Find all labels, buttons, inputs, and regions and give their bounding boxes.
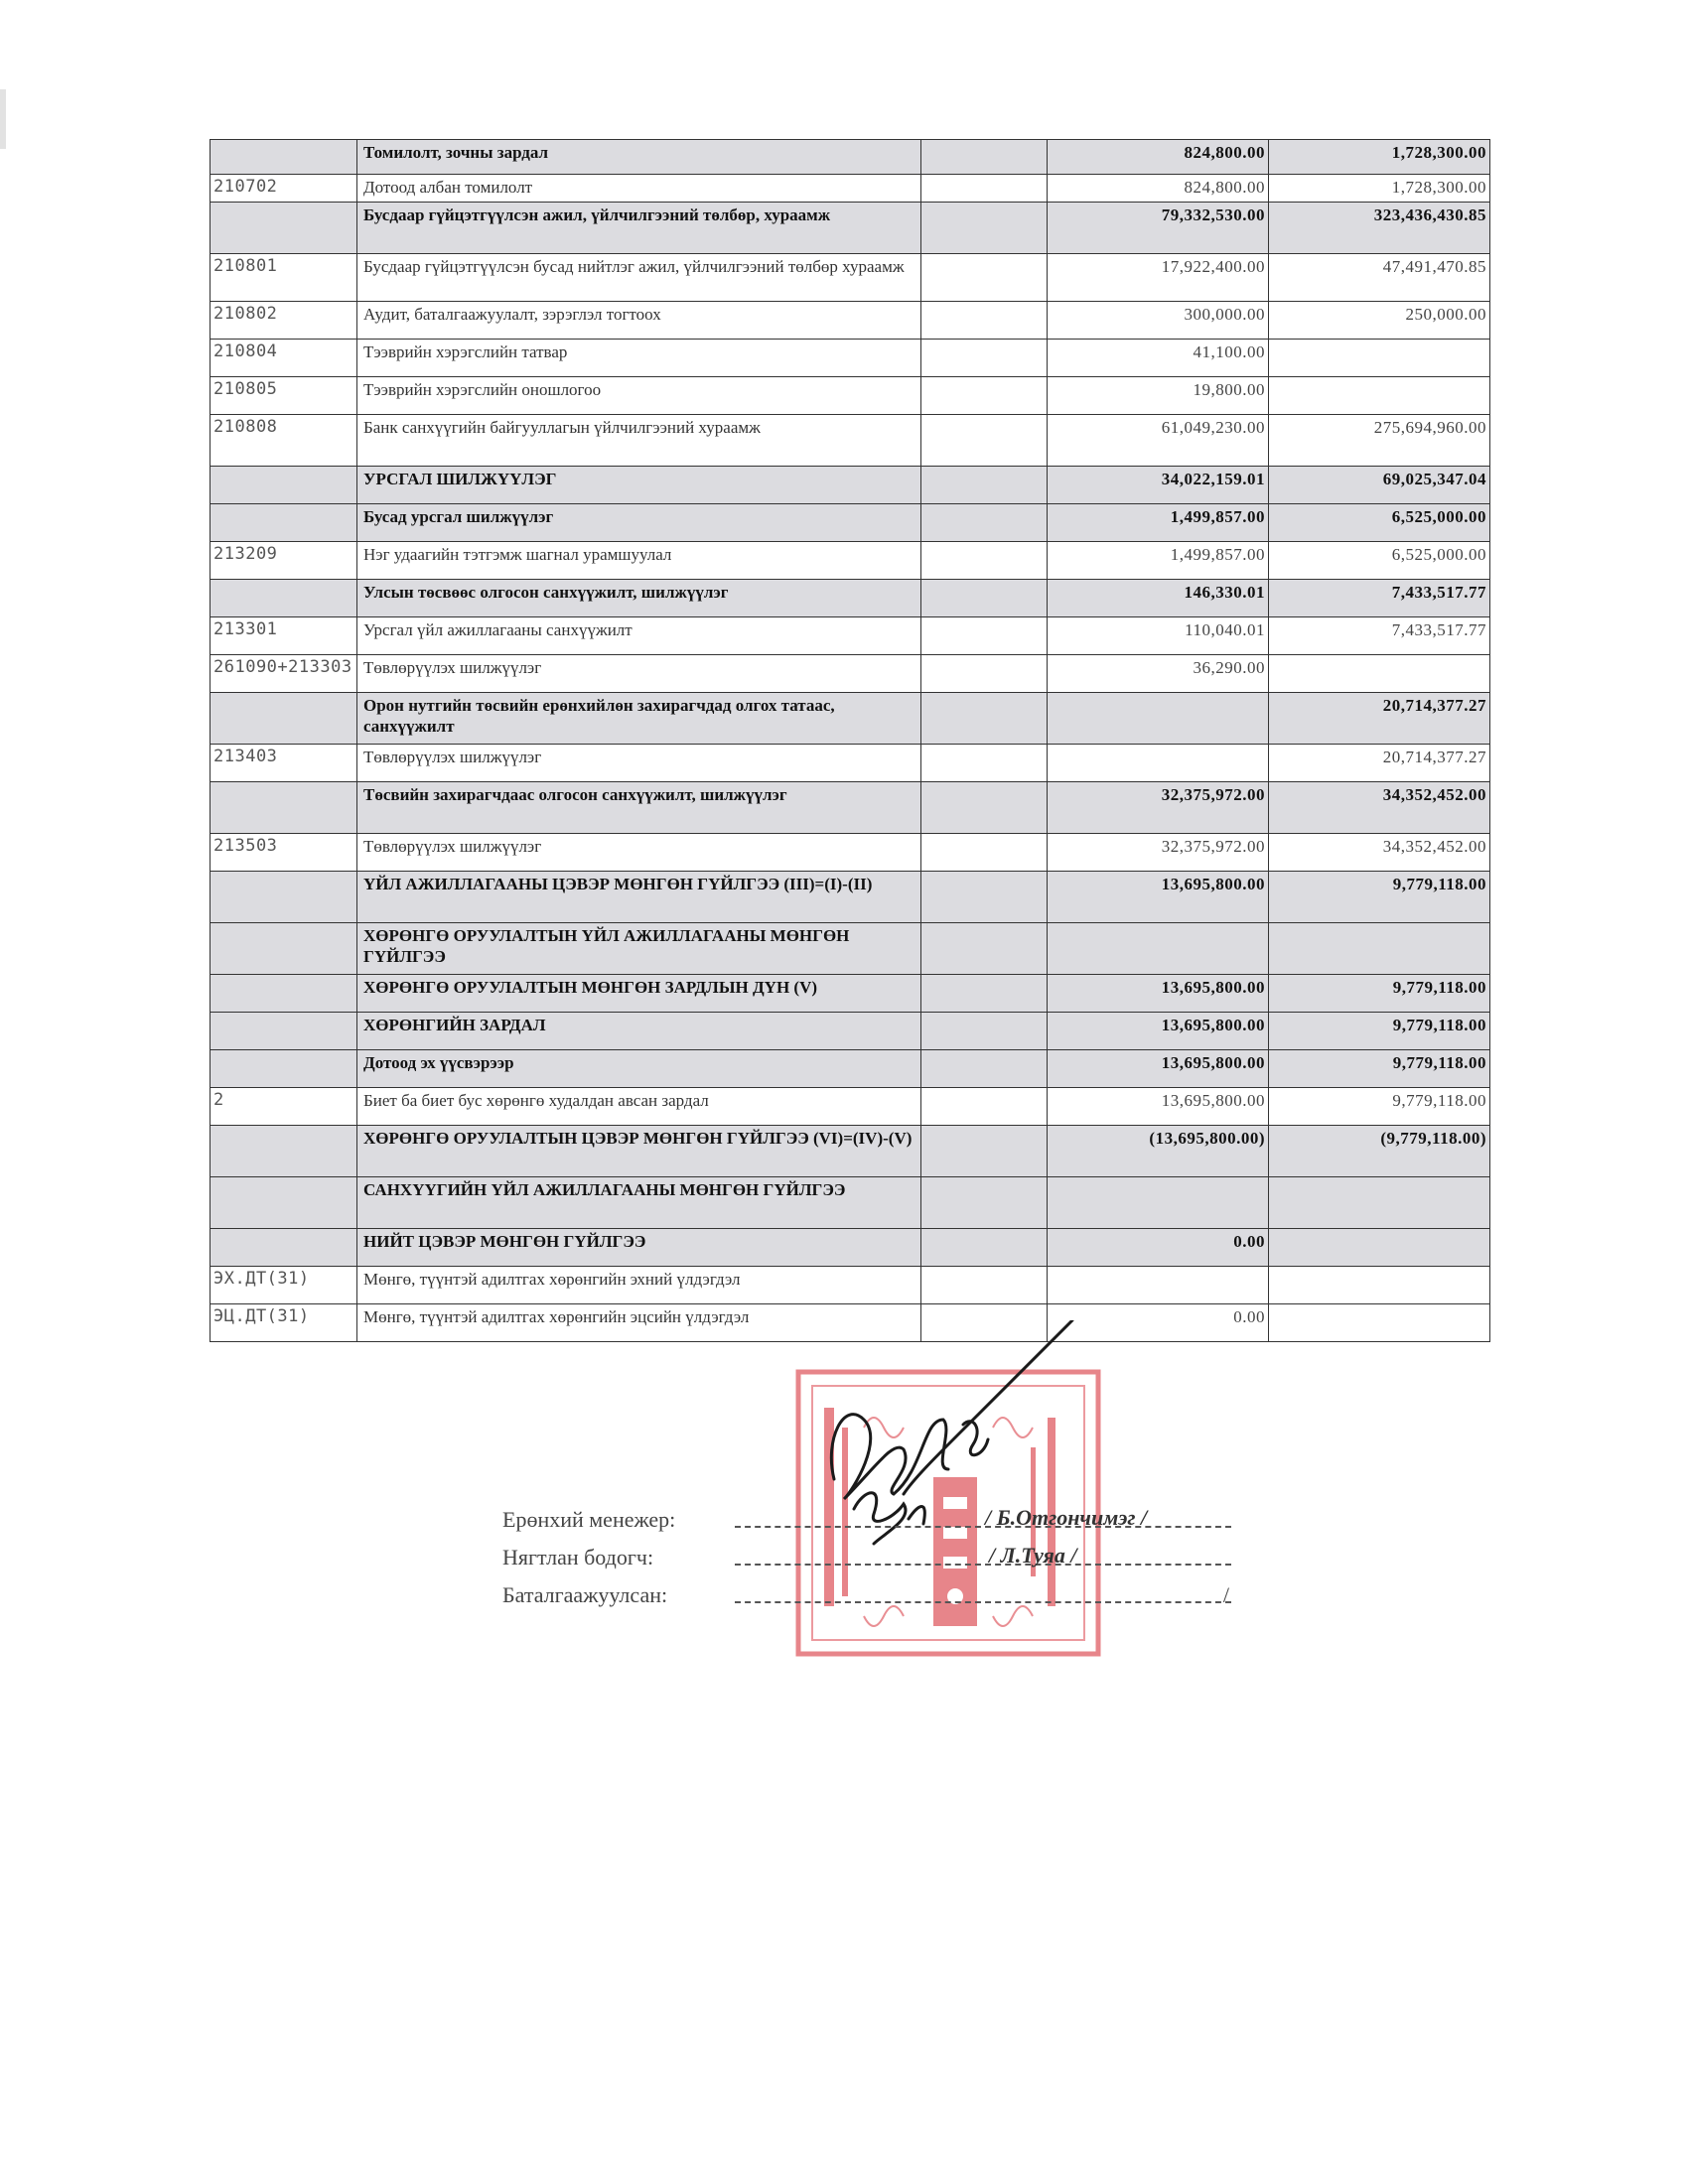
row-value-previous: 34,352,452.00 xyxy=(1269,834,1490,872)
scan-edge-mark xyxy=(0,89,6,149)
row-name: Төсвийн захирагчдаас олгосон санхүүжилт, шилжүүлэг xyxy=(357,782,921,834)
row-note-cell xyxy=(921,872,1048,923)
row-name: Банк санхүүгийн байгууллагын үйлчилгээний хураамж xyxy=(357,415,921,467)
row-value-current: (13,695,800.00) xyxy=(1048,1126,1269,1177)
row-name: Биет ба биет бус хөрөнгө худалдан авсан зардал xyxy=(357,1088,921,1126)
row-name: Мөнгө, түүнтэй адилтгах хөрөнгийн эхний үлдэгдэл xyxy=(357,1267,921,1304)
row-name: Бусдаар гүйцэтгүүлсэн ажил, үйлчилгээний төлбөр, хураамж xyxy=(357,203,921,254)
row-note-cell xyxy=(921,745,1048,782)
row-name: Төвлөрүүлэх шилжүүлэг xyxy=(357,834,921,872)
row-value-previous: 1,728,300.00 xyxy=(1269,140,1490,175)
row-code xyxy=(211,923,357,975)
row-note-cell xyxy=(921,340,1048,377)
row-value-previous xyxy=(1269,1177,1490,1229)
row-value-current: 36,290.00 xyxy=(1048,655,1269,693)
table-row xyxy=(211,140,1490,175)
row-note-cell xyxy=(921,617,1048,655)
row-value-previous xyxy=(1269,655,1490,693)
table-row xyxy=(211,1013,1490,1050)
row-name: Улсын төсвөөс олгосон санхүүжилт, шилжүүлэг xyxy=(357,580,921,617)
row-value-previous: 1,728,300.00 xyxy=(1269,175,1490,203)
row-value-previous: 69,025,347.04 xyxy=(1269,467,1490,504)
row-value-current xyxy=(1048,745,1269,782)
row-code: 261090+213303 xyxy=(211,655,357,693)
table-row xyxy=(211,254,1490,302)
row-note-cell xyxy=(921,923,1048,975)
row-value-current: 146,330.01 xyxy=(1048,580,1269,617)
table-row xyxy=(211,175,1490,203)
row-code xyxy=(211,693,357,745)
row-note-cell xyxy=(921,782,1048,834)
row-name: Дотоод эх үүсвэрээр xyxy=(357,1050,921,1088)
row-value-current: 0.00 xyxy=(1048,1304,1269,1342)
row-note-cell xyxy=(921,504,1048,542)
row-note-cell xyxy=(921,467,1048,504)
verified-signature-row xyxy=(502,1576,1237,1614)
row-name: НИЙТ ЦЭВЭР МӨНГӨН ГҮЙЛГЭЭ xyxy=(357,1229,921,1267)
accountant-name: / Л.Туяа / xyxy=(989,1543,1077,1568)
row-code: 210805 xyxy=(211,377,357,415)
row-code: 210808 xyxy=(211,415,357,467)
row-value-previous xyxy=(1269,923,1490,975)
row-value-previous: 9,779,118.00 xyxy=(1269,975,1490,1013)
signature-line xyxy=(735,1563,1231,1566)
row-value-current: 41,100.00 xyxy=(1048,340,1269,377)
row-note-cell xyxy=(921,655,1048,693)
row-code xyxy=(211,504,357,542)
row-value-current: 13,695,800.00 xyxy=(1048,872,1269,923)
table-row xyxy=(211,467,1490,504)
table-row xyxy=(211,1177,1490,1229)
row-value-current xyxy=(1048,693,1269,745)
table-row xyxy=(211,1088,1490,1126)
row-code: 210801 xyxy=(211,254,357,302)
row-code xyxy=(211,1177,357,1229)
row-note-cell xyxy=(921,1229,1048,1267)
table-row xyxy=(211,580,1490,617)
row-value-previous: 6,525,000.00 xyxy=(1269,504,1490,542)
row-value-current: 300,000.00 xyxy=(1048,302,1269,340)
row-note-cell xyxy=(921,693,1048,745)
row-code xyxy=(211,467,357,504)
table-row xyxy=(211,377,1490,415)
row-note-cell xyxy=(921,203,1048,254)
row-note-cell xyxy=(921,1088,1048,1126)
row-name: Бусдаар гүйцэтгүүлсэн бусад нийтлэг ажил, үйлчилгээний төлбөр хураамж xyxy=(357,254,921,302)
row-name: Бусад урсгал шилжүүлэг xyxy=(357,504,921,542)
table-row xyxy=(211,745,1490,782)
row-name: УРСГАЛ ШИЛЖҮҮЛЭГ xyxy=(357,467,921,504)
row-code xyxy=(211,1126,357,1177)
row-name: Нэг удаагийн тэтгэмж шагнал урамшуулал xyxy=(357,542,921,580)
row-value-previous xyxy=(1269,1267,1490,1304)
row-code xyxy=(211,975,357,1013)
row-name: Тээврийн хэрэгслийн татвар xyxy=(357,340,921,377)
row-value-current: 1,499,857.00 xyxy=(1048,504,1269,542)
row-name: Мөнгө, түүнтэй адилтгах хөрөнгийн эцсийн үлдэгдэл xyxy=(357,1304,921,1342)
row-name: ХӨРӨНГӨ ОРУУЛАЛТЫН ЦЭВЭР МӨНГӨН ГҮЙЛГЭЭ (VI)=(IV)-(V) xyxy=(357,1126,921,1177)
row-note-cell xyxy=(921,1013,1048,1050)
row-code: 213403 xyxy=(211,745,357,782)
row-value-current: 79,332,530.00 xyxy=(1048,203,1269,254)
row-name: ХӨРӨНГӨ ОРУУЛАЛТЫН МӨНГӨН ЗАРДЛЫН ДҮН (V) xyxy=(357,975,921,1013)
row-note-cell xyxy=(921,834,1048,872)
table-row xyxy=(211,655,1490,693)
row-value-previous: 9,779,118.00 xyxy=(1269,1050,1490,1088)
row-code: 213209 xyxy=(211,542,357,580)
table-row xyxy=(211,203,1490,254)
row-code xyxy=(211,203,357,254)
row-name: Төвлөрүүлэх шилжүүлэг xyxy=(357,655,921,693)
row-value-current: 13,695,800.00 xyxy=(1048,1088,1269,1126)
row-code xyxy=(211,140,357,175)
table-row xyxy=(211,340,1490,377)
row-value-current: 32,375,972.00 xyxy=(1048,782,1269,834)
row-code xyxy=(211,1229,357,1267)
row-note-cell xyxy=(921,1267,1048,1304)
table-row xyxy=(211,504,1490,542)
row-name: САНХҮҮГИЙН ҮЙЛ АЖИЛЛАГААНЫ МӨНГӨН ГҮЙЛГЭЭ xyxy=(357,1177,921,1229)
signature-block xyxy=(502,1501,1237,1614)
row-code: 210804 xyxy=(211,340,357,377)
row-value-current: 824,800.00 xyxy=(1048,175,1269,203)
row-value-previous: 9,779,118.00 xyxy=(1269,1013,1490,1050)
verified-label: Баталгаажуулсан: xyxy=(502,1582,668,1607)
row-value-current: 17,922,400.00 xyxy=(1048,254,1269,302)
row-value-current xyxy=(1048,1177,1269,1229)
signature-line xyxy=(735,1600,1231,1603)
row-name: Урсгал үйл ажиллагааны санхүүжилт xyxy=(357,617,921,655)
table-row xyxy=(211,1126,1490,1177)
row-note-cell xyxy=(921,542,1048,580)
row-note-cell xyxy=(921,415,1048,467)
row-value-current: 0.00 xyxy=(1048,1229,1269,1267)
row-note-cell xyxy=(921,975,1048,1013)
manager-label: Ерөнхий менежер: xyxy=(502,1507,676,1532)
row-code: 210702 xyxy=(211,175,357,203)
row-value-previous: 7,433,517.77 xyxy=(1269,580,1490,617)
row-name: ХӨРӨНГИЙН ЗАРДАЛ xyxy=(357,1013,921,1050)
row-note-cell xyxy=(921,175,1048,203)
row-value-previous xyxy=(1269,377,1490,415)
table-row xyxy=(211,542,1490,580)
row-code xyxy=(211,580,357,617)
row-value-previous: 250,000.00 xyxy=(1269,302,1490,340)
row-name: Төвлөрүүлэх шилжүүлэг xyxy=(357,745,921,782)
row-value-current: 13,695,800.00 xyxy=(1048,975,1269,1013)
table-row xyxy=(211,782,1490,834)
row-value-previous xyxy=(1269,1229,1490,1267)
table-row xyxy=(211,872,1490,923)
row-code: ЭХ.ДТ(31) xyxy=(211,1267,357,1304)
table-row xyxy=(211,1229,1490,1267)
table-row xyxy=(211,1267,1490,1304)
row-note-cell xyxy=(921,580,1048,617)
table-row xyxy=(211,923,1490,975)
row-note-cell xyxy=(921,302,1048,340)
row-code: 213301 xyxy=(211,617,357,655)
row-value-previous: 323,436,430.85 xyxy=(1269,203,1490,254)
row-value-previous: 47,491,470.85 xyxy=(1269,254,1490,302)
row-value-previous: (9,779,118.00) xyxy=(1269,1126,1490,1177)
row-code xyxy=(211,872,357,923)
table-row xyxy=(211,302,1490,340)
row-value-current xyxy=(1048,923,1269,975)
row-value-previous xyxy=(1269,1304,1490,1342)
row-value-previous: 20,714,377.27 xyxy=(1269,745,1490,782)
row-code xyxy=(211,1050,357,1088)
row-value-previous: 34,352,452.00 xyxy=(1269,782,1490,834)
row-name: Аудит, баталгаажуулалт, зэрэглэл тогтоох xyxy=(357,302,921,340)
row-code: 210802 xyxy=(211,302,357,340)
row-value-previous: 6,525,000.00 xyxy=(1269,542,1490,580)
row-code: 213503 xyxy=(211,834,357,872)
row-value-previous xyxy=(1269,340,1490,377)
row-value-current: 13,695,800.00 xyxy=(1048,1013,1269,1050)
accountant-signature-row xyxy=(502,1539,1237,1576)
manager-name: / Б.Отгончимэг / xyxy=(985,1505,1148,1530)
row-value-current: 19,800.00 xyxy=(1048,377,1269,415)
row-value-previous: 9,779,118.00 xyxy=(1269,872,1490,923)
row-value-current: 110,040.01 xyxy=(1048,617,1269,655)
row-note-cell xyxy=(921,377,1048,415)
table-row xyxy=(211,975,1490,1013)
row-value-previous: 9,779,118.00 xyxy=(1269,1088,1490,1126)
accountant-label: Нягтлан бодогч: xyxy=(502,1545,654,1570)
row-name: ХӨРӨНГӨ ОРУУЛАЛТЫН ҮЙЛ АЖИЛЛАГААНЫ МӨНГӨН ГҮЙЛГЭЭ xyxy=(357,923,921,975)
row-note-cell xyxy=(921,254,1048,302)
verified-slash: / xyxy=(1222,1582,1229,1607)
row-value-current xyxy=(1048,1267,1269,1304)
row-name: Томилолт, зочны зардал xyxy=(357,140,921,175)
row-note-cell xyxy=(921,1177,1048,1229)
row-value-current: 1,499,857.00 xyxy=(1048,542,1269,580)
signature-line xyxy=(735,1525,1231,1528)
row-name: Тээврийн хэрэгслийн оношлогоо xyxy=(357,377,921,415)
table-row xyxy=(211,415,1490,467)
row-value-current: 13,695,800.00 xyxy=(1048,1050,1269,1088)
table-row xyxy=(211,834,1490,872)
row-code xyxy=(211,782,357,834)
row-value-previous: 20,714,377.27 xyxy=(1269,693,1490,745)
row-name: Дотоод албан томилолт xyxy=(357,175,921,203)
table-row xyxy=(211,693,1490,745)
row-name: Орон нутгийн төсвийн ерөнхийлөн захирагчдад олгох татаас, санхүүжилт xyxy=(357,693,921,745)
table-row xyxy=(211,617,1490,655)
row-value-previous: 275,694,960.00 xyxy=(1269,415,1490,467)
row-code xyxy=(211,1013,357,1050)
row-value-current: 32,375,972.00 xyxy=(1048,834,1269,872)
row-value-current: 824,800.00 xyxy=(1048,140,1269,175)
row-value-current: 34,022,159.01 xyxy=(1048,467,1269,504)
row-value-current: 61,049,230.00 xyxy=(1048,415,1269,467)
table-row xyxy=(211,1050,1490,1088)
row-note-cell xyxy=(921,140,1048,175)
cash-flow-table xyxy=(210,139,1490,1342)
row-value-previous: 7,433,517.77 xyxy=(1269,617,1490,655)
manager-signature-row xyxy=(502,1501,1237,1539)
row-note-cell xyxy=(921,1050,1048,1088)
row-name: ҮЙЛ АЖИЛЛАГААНЫ ЦЭВЭР МӨНГӨН ГҮЙЛГЭЭ (III)=(I)-(II) xyxy=(357,872,921,923)
row-note-cell xyxy=(921,1126,1048,1177)
row-code: 2 xyxy=(211,1088,357,1126)
row-code: ЭЦ.ДТ(31) xyxy=(211,1304,357,1342)
